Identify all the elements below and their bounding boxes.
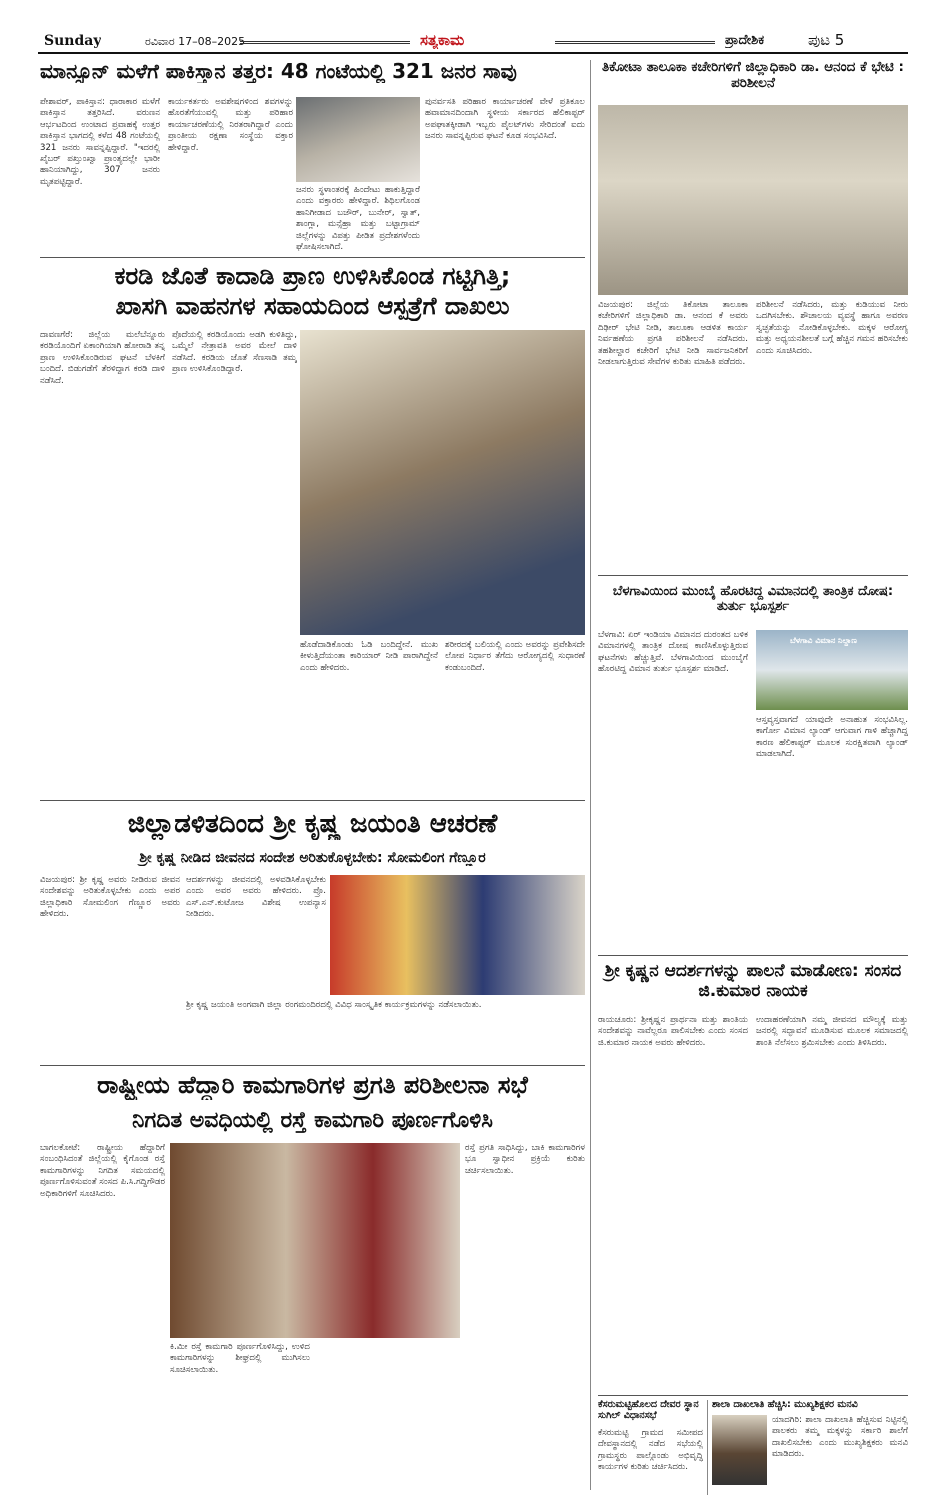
story5-col1: ಬೆಳಗಾವಿ: ಏರ್ ಇಂಡಿಯಾ ವಿಮಾನದ ದುರಂತದ ಬಳಿಕ ವಿಮಾನಗಳಲ್ಲಿ ತಾಂತ್ರಿಕ ದೋಷ ಕಾಣಿಸಿಕೊಳ್ಳುತ್ತಿರುವ ಘಟನೆಗಳು ಹೆಚ್ಚುತ್ತಿವೆ. ಬೆಳಗಾವಿಯಿಂದ ಮುಂಬೈಗೆ ಹೊರಟಿದ್ದ ವಿಮಾನ ತುರ್ತು ಭೂಸ್ಪರ್ಶ ಮಾಡಿದೆ.: [598, 630, 748, 675]
story3-col4: ಶರೀರದಕ್ಕೆ ಬಲಿಯಲ್ಲಿ ಎಂದು ಅವರನ್ನು ಪ್ರವೇಶಿಸದೇ ಲೋಪ ನಿರ್ಧಾರ ತೆಗೆದು ಆರೋಗ್ಯದಲ್ಲಿ ಸುಧಾರಣೆ ಕಂಡುಬಂದಿದೆ.: [445, 640, 585, 673]
header-divider: [38, 52, 908, 54]
page-label: ಪುಟ: [808, 31, 831, 49]
story1-divider: [40, 257, 585, 258]
story1-col4: ಪುನರ್ವಸತಿ ಪರಿಹಾರ ಕಾರ್ಯಾಚರಣೆ ವೇಳೆ ಪ್ರತಿಕೂಲ ಹವಾಮಾನದಿಂದಾಗಿ ಸ್ಥಳೀಯ ಸರ್ಕಾರದ ಹೆಲಿಕಾಪ್ಟರ್ ಅಪಘಾತಕ್ಕೀಡಾಗಿ ಇಬ್ಬರು ಪೈಲಟ್‌ಗಳು ಸೇರಿದಂತೆ ಐದು ಜನರು ಸಾವನ್ನಪ್ಪಿರುವ ಘಟನೆ ಕೂಡ ಸಂಭವಿಸಿದೆ.: [425, 97, 585, 142]
story2-col1: ವಿಜಯಪುರ: ಜಿಲ್ಲೆಯ ತಿಕೋಟಾ ತಾಲೂಕಾ ಕಚೇರಿಗಳಿಗೆ ಜಿಲ್ಲಾಧಿಕಾರಿ ಡಾ. ಆನಂದ ಕೆ ಅವರು ದಿಢೀರ್ ಭೇಟಿ ನೀಡಿ, ತಾಲೂಕಾ ಆಡಳಿತ ಕಾರ್ಯ ನಿರ್ವಹಣೆಯ ಪ್ರಗತಿ ಪರಿಶೀಲನೆ ನಡೆಸಿದರು. ತಹಶೀಲ್ದಾರ ಕಚೇರಿಗೆ ಭೇಟಿ ನೀಡಿ ಸಾರ್ವಜನಿಕರಿಗೆ ನೀಡಲಾಗುತ್ತಿರುವ ಸೇವೆಗಳ ಕುರಿತು ಮಾಹಿತಿ ಪಡೆದರು.: [598, 300, 748, 368]
story1-col1: ಪೇಶಾವರ್, ಪಾಕಿಸ್ತಾನ: ಧಾರಾಕಾರ ಮಳೆಗೆ ಪಾಕಿಸ್ತಾನ ತತ್ತರಿಸಿದೆ. ವರುಣನ ಆರ್ಭಟದಿಂದ ಉಂಟಾದ ಪ್ರವಾಹಕ್ಕೆ ಉತ್ತರ ಪಾಕಿಸ್ತಾನ ಭಾಗದಲ್ಲಿ ಕಳೆದ 48 ಗಂಟೆಯಲ್ಲಿ 321 ಜನರು ಸಾವನ್ನಪ್ಪಿದ್ದಾರೆ. "ಇದರಲ್ಲಿ ಖೈಬರ್ ಪಖ್ತುಂಖ್ವಾ ಪ್ರಾಂತ್ಯದಲ್ಲೇ ಭಾರೀ ಹಾನಿಯಾಗಿದ್ದು, 307 ಜನರು ಮೃತಪಟ್ಟಿದ್ದಾರೆ.: [40, 97, 160, 187]
story8-col1: ಕೆಸರುಮಟ್ಟಿ ಗ್ರಾಮದ ಸಮೀಪದ ದೇವಸ್ಥಾನದಲ್ಲಿ ನಡೆದ ಸಭೆಯಲ್ಲಿ ಗ್ರಾಮಸ್ಥರು ಪಾಲ್ಗೊಂಡು ಅಭಿವೃದ್ಧಿ ಕಾರ್ಯಗಳ ಕುರಿತು ಚರ್ಚಿಸಿದರು.: [598, 1428, 703, 1473]
story1-col2: ಕಾರ್ಯಕರ್ತರು ಅವಶೇಷಗಳಿಂದ ಶವಗಳನ್ನು ಹೊರತೆಗೆಯುವಲ್ಲಿ ಮತ್ತು ಪರಿಹಾರ ಕಾರ್ಯಾಚರಣೆಯಲ್ಲಿ ನಿರತರಾಗಿದ್ದಾರೆ ಎಂದು ಪ್ರಾಂತೀಯ ರಕ್ಷಣಾ ಸಂಸ್ಥೆಯ ವಕ್ತಾರ ಹೇಳಿದ್ದಾರೆ.: [168, 97, 293, 153]
airport-sign: ಬೆಳಗಾವಿ ವಿಮಾನ ನಿಲ್ದಾಣ: [790, 636, 857, 645]
page-num-value: 5: [834, 31, 845, 49]
story3-col1: ದಾವಣಗೆರೆ: ಜಿಲ್ಲೆಯ ಮಲೆಬೆನ್ನೂರು ಕರಡಿಯೊಂದಿಗೆ ಏಕಾಂಗಿಯಾಗಿ ಹೋರಾಡಿ ತನ್ನ ಪ್ರಾಣ ಉಳಿಸಿಕೊಂಡಿರುವ ಘಟನೆ ಬೆಳಕಿಗೆ ಬಂದಿದೆ. ಬಿಡುಗಡೆಗೆ ತೆರಳಿದ್ದಾಗ ಕರಡಿ ದಾಳಿ ನಡೆಸಿದೆ.: [40, 330, 165, 386]
lower-right-rule: [707, 1400, 708, 1495]
story3-headline-1: ಕರಡಿ ಜೊತೆ ಕಾದಾಡಿ ಪ್ರಾಣ ಉಳಿಸಿಕೊಂಡ ಗಟ್ಟಿಗಿತ್ತಿ;: [114, 263, 511, 290]
story6-divider: [598, 1395, 908, 1396]
story7-subhead: ನಿಗದಿತ ಅವಧಿಯಲ್ಲಿ ರಸ್ತೆ ಕಾಮಗಾರಿ ಪೂರ್ಣಗೊಳಿಸಿ: [132, 1108, 493, 1133]
flood-photo: [296, 97, 420, 182]
right-column-rule: [590, 60, 591, 1490]
page-number: [808, 31, 844, 49]
highway-meeting-photo: [170, 1143, 460, 1338]
day-label: Sunday: [44, 33, 102, 49]
story7-col1: ಬಾಗಲಕೋಟೆ: ರಾಷ್ಟ್ರೀಯ ಹೆದ್ದಾರಿಗೆ ಸಂಬಂಧಿಸಿದಂತೆ ಜಿಲ್ಲೆಯಲ್ಲಿ ಕೈಗೊಂಡ ರಸ್ತೆ ಕಾಮಗಾರಿಗಳನ್ನು ನಿಗದಿತ ಸಮಯದಲ್ಲಿ ಪೂರ್ಣಗೊಳಿಸುವಂತೆ ಸಂಸದ ಪಿ.ಸಿ.ಗದ್ದಿಗೌಡರ ಅಧಿಕಾರಿಗಳಿಗೆ ಸೂಚಿಸಿದರು.: [40, 1143, 165, 1199]
headmaster-photo: [712, 1415, 767, 1485]
story2-divider: [598, 575, 908, 576]
story2-headline: ತಿಕೋಟಾ ತಾಲೂಕಾ ಕಚೇರಿಗಳಿಗೆ ಜಿಲ್ಲಾಧಿಕಾರಿ ಡಾ. ಆನಂದ ಕೆ ಭೇಟಿ : ಪರಿಶೀಲನೆ: [602, 60, 904, 91]
story7-headline: ರಾಷ್ಟ್ರೀಯ ಹೆದ್ದಾರಿ ಕಾಮಗಾರಿಗಳ ಪ್ರಗತಿ ಪರಿಶೀಲನಾ ಸಭೆ: [97, 1072, 528, 1099]
officers-photo: [598, 105, 908, 295]
story3-divider: [40, 800, 585, 801]
story5-col2: ಆಸ್ತವ್ಯಸ್ತವಾಗದೆ ಯಾವುದೇ ಅನಾಹುತ ಸಂಭವಿಸಿಲ್ಲ. ಕಾರ್ಗೋ ವಿಮಾನ ಲ್ಯಾಂಡ್ ಆಗುವಾಗ ಗಾಳಿ ಹೆಚ್ಚಾಗಿದ್ದ ಕಾರಣ ಹೆಲಿಕಾಪ್ಟರ್ ಮೂಲಕ ಸುರಕ್ಷಿತವಾಗಿ ಲ್ಯಾಂಡ್ ಮಾಡಲಾಗಿದೆ.: [756, 715, 908, 760]
story2-col2: ಪರಿಶೀಲನೆ ನಡೆಸಿದರು, ಮತ್ತು ಕುಡಿಯುವ ನೀರು ಒದಗಿಸಬೇಕು. ಶೌಚಾಲಯ ವ್ಯವಸ್ಥೆ ಹಾಗೂ ಅವರಣ ಸ್ವಚ್ಛತೆಯನ್ನು ನೋಡಿಕೊಳ್ಳಬೇಕು. ಮಕ್ಕಳ ಆರೋಗ್ಯ ಮತ್ತು ಅಧ್ಯಯನಶೀಲತೆ ಬಗ್ಗೆ ಹೆಚ್ಚಿನ ಗಮನ ಹರಿಸಬೇಕು ಎಂದು ಸೂಚಿಸಿದರು.: [756, 300, 908, 356]
story1-col3: ಜನರು ಸ್ಥಳಾಂತರಕ್ಕೆ ಹಿಂದೇಟು ಹಾಕುತ್ತಿದ್ದಾರೆ ಎಂದು ವಕ್ತಾರರು ಹೇಳಿದ್ದಾರೆ. ಶಿಥಿಲಗೊಂಡ ಹಾನಿಗೀಡಾದ ಬಜೌರ್, ಬುನೇರ್, ಸ್ವಾತ್, ಶಾಂಗ್ಲಾ, ಮನ್ಸೆಹ್ರಾ ಮತ್ತು ಬಟ್ಟಾಗ್ರಾಮ್ ಜಿಲ್ಲೆಗಳನ್ನು ವಿಪತ್ತು ಪೀಡಿತ ಪ್ರದೇಶಗಳೆಂದು ಘೋಷಿಸಲಾಗಿದೆ.: [296, 185, 420, 253]
story7-col3: ರಸ್ತೆ ಪ್ರಗತಿ ಸಾಧಿಸಿದ್ದು, ಬಾಕಿ ಕಾಮಗಾರಿಗಳ ಭೂ ಸ್ವಾಧೀನ ಪ್ರಕ್ರಿಯೆ ಕುರಿತು ಚರ್ಚಿಸಲಾಯಿತು.: [465, 1143, 585, 1176]
newspaper-brand: ಸತ್ಯಕಾಮ: [420, 31, 465, 49]
story3-col2: ಪೊದೆಯಲ್ಲಿ ಕರಡಿಯೊಂದು ಅಡಗಿ ಕುಳಿತಿದ್ದು, ಒಮ್ಮೆಲೆ ನೇತ್ರಾವತಿ ಅವರ ಮೇಲೆ ದಾಳಿ ನಡೆಸಿದೆ. ಕರಡಿಯ ಜೊತೆ ಸೆಣಸಾಡಿ ತಮ್ಮ ಪ್ರಾಣ ಉಳಿಸಿಕೊಂಡಿದ್ದಾರೆ.: [172, 330, 297, 375]
date-label: ರವಿವಾರ 17–08–2025: [145, 35, 246, 48]
story5-divider: [598, 955, 908, 956]
story4-divider: [40, 1065, 585, 1066]
story7-col2: ಕಿ.ಮೀ ರಸ್ತೆ ಕಾಮಗಾರಿ ಪೂರ್ಣಗೊಳಿಸಿದ್ದು, ಉಳಿದ ಕಾಮಗಾರಿಗಳನ್ನು ಶೀಘ್ರದಲ್ಲಿ ಮುಗಿಸಲು ಸೂಚಿಸಲಾಯಿತು.: [170, 1342, 310, 1375]
injured-woman-photo: [300, 330, 585, 635]
header-rule-left: [240, 41, 410, 44]
story4-headline: ಜಿಲ್ಲಾಡಳಿತದಿಂದ ಶ್ರೀ ಕೃಷ್ಣ ಜಯಂತಿ ಆಚರಣೆ: [127, 810, 498, 839]
jayanti-event-photo: [330, 875, 585, 995]
story4-col3: ಶ್ರೀ ಕೃಷ್ಣ ಜಯಂತಿ ಅಂಗವಾಗಿ ಜಿಲ್ಲಾ ರಂಗಮಂದಿರದಲ್ಲಿ ವಿವಿಧ ಸಾಂಸ್ಕೃತಿಕ ಕಾರ್ಯಕ್ರಮಗಳನ್ನು ನಡೆಸಲಾಯಿತು.: [186, 1000, 482, 1010]
story6-col1: ರಾಯಚೂರು: ಶ್ರೀಕೃಷ್ಣನ ಪ್ರಾರ್ಥನಾ ಮತ್ತು ಶಾಂತಿಯ ಸಂದೇಶವನ್ನು ನಾವೆಲ್ಲರೂ ಪಾಲಿಸಬೇಕು ಎಂದು ಸಂಸದ ಜಿ.ಕುಮಾರ ನಾಯಕ ಅವರು ಹೇಳಿದರು.: [598, 1015, 748, 1048]
story6-col2: ಉದಾಹರಣೆಯಾಗಿ ನಮ್ಮ ಜೀವನದ ಮೌಲ್ಯಕ್ಕೆ ಮತ್ತು ಜನರಲ್ಲಿ ಸದ್ಭಾವನೆ ಮೂಡಿಸುವ ಮೂಲಕ ಸಮಾಜದಲ್ಲಿ ಶಾಂತಿ ನೆಲೆಸಲು ಶ್ರಮಿಸಬೇಕು ಎಂದು ತಿಳಿಸಿದರು.: [756, 1015, 908, 1048]
header-rule-right: [555, 41, 715, 44]
story4-col1: ವಿಜಯಪುರ: ಶ್ರೀ ಕೃಷ್ಣ ಅವರು ನೀಡಿರುವ ಜೀವನ ಸಂದೇಶವನ್ನು ಅರಿತುಕೊಳ್ಳಬೇಕು ಎಂದು ಅಪರ ಜಿಲ್ಲಾಧಿಕಾರಿ ಸೋಮಲಿಂಗ ಗೆಣ್ಣೂರ ಅವರು ಹೇಳಿದರು.: [40, 875, 180, 920]
story6-headline: ಶ್ರೀ ಕೃಷ್ಣನ ಆದರ್ಶಗಳನ್ನು ಪಾಲನೆ ಮಾಡೋಣ: ಸಂಸದ ಜಿ.ಕುಮಾರ ನಾಯಕ: [604, 962, 902, 1001]
section-label: ಪ್ರಾದೇಶಿಕ: [725, 33, 765, 48]
story3-headline-2: ಖಾಸಗಿ ವಾಹನಗಳ ಸಹಾಯದಿಂದ ಆಸ್ಪತ್ರೆಗೆ ದಾಖಲು: [115, 293, 510, 320]
story1-headline: ಮಾನ್ಸೂನ್ ಮಳೆಗೆ ಪಾಕಿಸ್ತಾನ ತತ್ತರ: 48 ಗಂಟೆಯಲ್ಲಿ 321 ಜನರ ಸಾವು: [40, 60, 517, 83]
story3-col3: ಹೊಡೆದಾಡಿಕೊಂಡು ಓಡಿ ಬಂದಿದ್ದೇನೆ. ಮುಖ ಕೀಳುತ್ತಿದೆಯಂತಾ ಕಾರಿಯಾರ್ ನೀಡಿ ಪಾರಾಗಿದ್ದೇನೆ ಎಂದು ಹೇಳಿದರು.: [300, 640, 438, 673]
story8-headline: ಕೆಸರುಮಟ್ಟಿಹೊಲದ ದೇವರ ಸ್ಥಾನ ಸುಗಿಲ್ ವಿಧಾನಸಭೆ: [598, 1400, 699, 1421]
story5-headline: ಬೆಳಗಾವಿಯಿಂದ ಮುಂಬೈ ಹೊರಟಿದ್ದ ವಿಮಾನದಲ್ಲಿ ತಾಂತ್ರಿಕ ದೋಷ: ತುರ್ತು ಭೂಸ್ಪರ್ಶ: [612, 585, 894, 614]
story9-col1: ಯಾದಗಿರಿ: ಶಾಲಾ ದಾಖಲಾತಿ ಹೆಚ್ಚಿಸುವ ನಿಟ್ಟಿನಲ್ಲಿ ಪಾಲಕರು ತಮ್ಮ ಮಕ್ಕಳನ್ನು ಸರ್ಕಾರಿ ಶಾಲೆಗೆ ದಾಖಲಿಸಬೇಕು ಎಂದು ಮುಖ್ಯಶಿಕ್ಷಕರು ಮನವಿ ಮಾಡಿದರು.: [772, 1415, 908, 1460]
story4-subhead: ಶ್ರೀ ಕೃಷ್ಣ ನೀಡಿದ ಜೀವನದ ಸಂದೇಶ ಅರಿತುಕೊಳ್ಳಬೇಕು: ಸೋಮಲಿಂಗ ಗೆಣ್ಣೂರ: [139, 850, 486, 866]
story9-headline: ಶಾಲಾ ದಾಖಲಾತಿ ಹೆಚ್ಚಿಸಿ: ಮುಖ್ಯಶಿಕ್ಷಕರ ಮನವಿ: [712, 1400, 858, 1410]
story4-col2: ಆದರ್ಶಗಳನ್ನು ಜೀವನದಲ್ಲಿ ಅಳವಡಿಸಿಕೊಳ್ಳಬೇಕು ಎಂದು ಅವರ ಅವರು ಹೇಳಿದರು. ಪ್ರೊ. ಎಸ್.ಎನ್.ಕುಟೋಜ ವಿಶೇಷ ಉಪನ್ಯಾಸ ನೀಡಿದರು.: [186, 875, 326, 920]
